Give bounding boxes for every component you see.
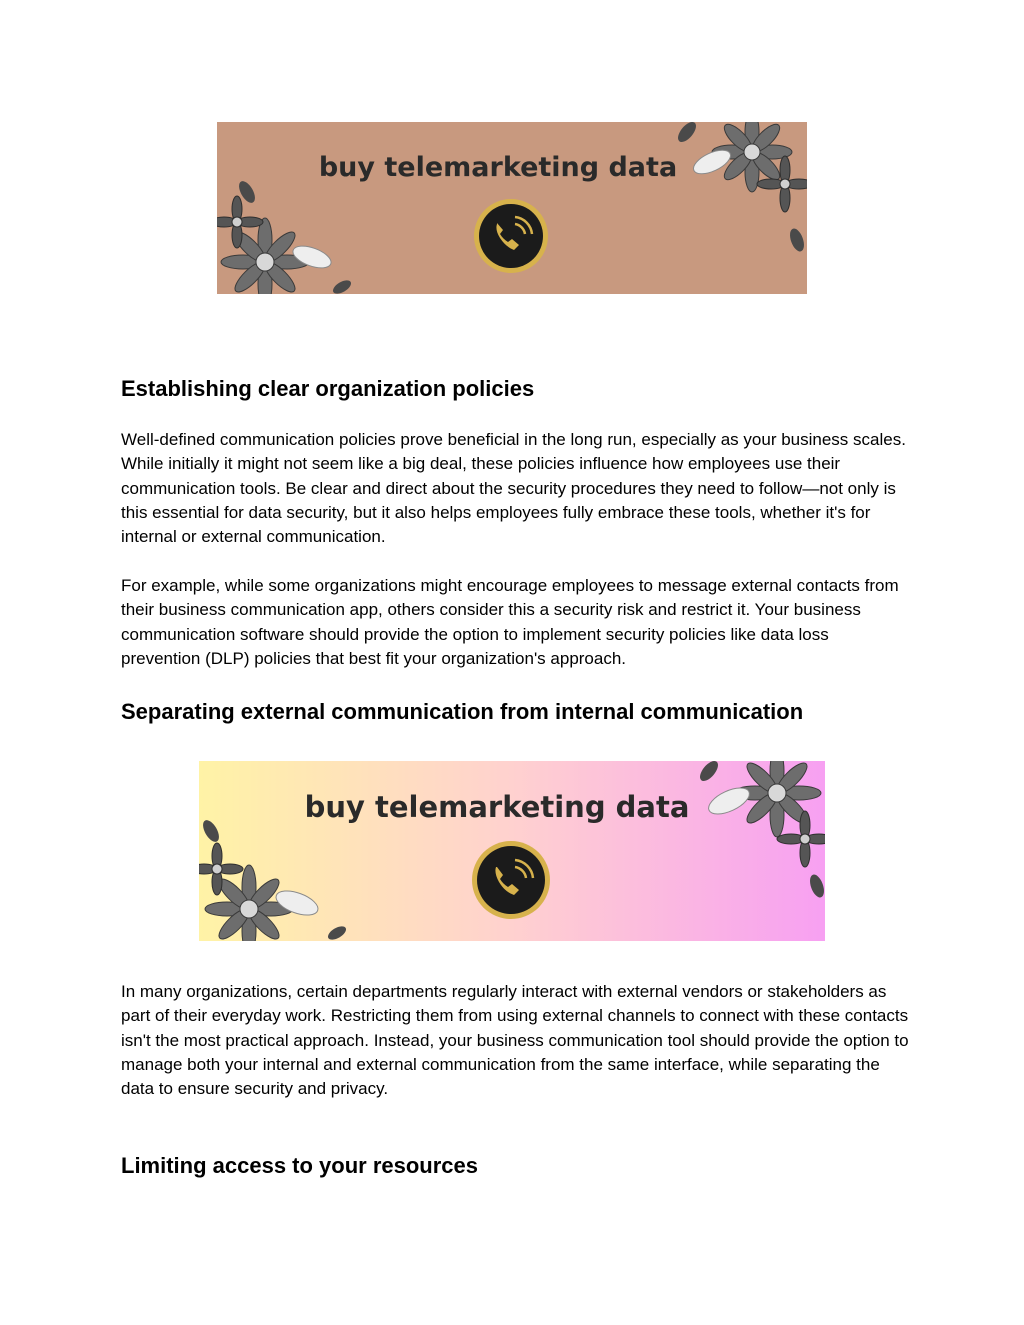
phone-icon — [474, 199, 548, 273]
section-heading: Limiting access to your resources — [121, 1153, 479, 1178]
section-heading: Establishing clear organization policies — [121, 376, 535, 401]
banner-title: buy telemarketing data — [318, 152, 678, 183]
section-heading: Separating external communication from internal communication — [121, 699, 804, 724]
paragraph: For example, while some organizations might encourage employees to message external contacts from their business communication app, others consider this a security risk and restrict it. Your business communication software should provide the option to implement security policies like data loss prevention (DLP) policies that best fit your organization's approach. — [121, 576, 899, 668]
banner-image-1 — [217, 122, 807, 294]
banner-title: buy telemarketing data — [304, 790, 690, 824]
paragraph: In many organizations, certain departments regularly interact with external vendors or stakeholders as part of their everyday work. Restricting them from using external channels to connect with these contacts isn't the most practical approach. Instead, your business communication tool should provide the option to manage both your internal and external communication from the same interface, while separating the data to ensure security and privacy. — [121, 982, 909, 1099]
banner-image-2 — [199, 761, 825, 941]
paragraph: Well-defined communication policies prove beneficial in the long run, especially as your business scales. While initially it might not seem like a big deal, these policies influence how employees use their communication tools. Be clear and direct about the security procedures they need to follow—not only is this essential for data security, but it also helps employees fully embrace these tools, whether it's for internal or external communication. — [121, 430, 906, 547]
phone-icon — [472, 841, 550, 919]
